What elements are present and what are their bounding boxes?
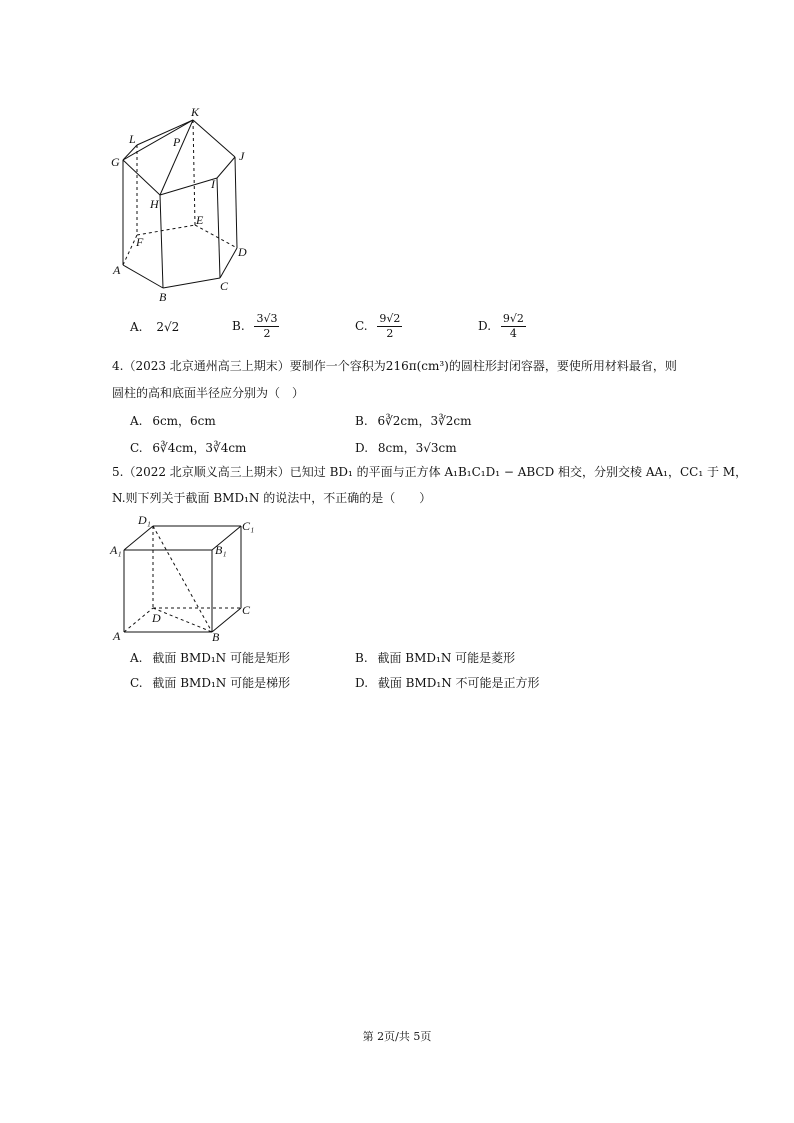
edge-A1D1 bbox=[124, 526, 153, 550]
q4-stem-line1: 4.（2023 北京通州高三上期末）要制作一个容积为216π(cm³)的圆柱形封闭容器，要使所用材料最省，则 bbox=[112, 359, 677, 373]
q3-option-d-fraction: $\frac{9√2}{4}$ bbox=[502, 312, 524, 340]
label-I: I bbox=[211, 177, 215, 191]
label-A: A bbox=[113, 629, 121, 643]
edge-JK bbox=[193, 120, 235, 157]
label-D: D bbox=[152, 611, 161, 625]
edge-CB bbox=[212, 608, 241, 632]
q5-stem-line2: N.则下列关于截面 BMD₁N 的说法中，不正确的是（ ） bbox=[112, 491, 432, 505]
q5-option-c[interactable]: C. 截面 BMD₁N 可能是梯形 bbox=[130, 676, 291, 690]
edge-KE-hidden bbox=[193, 120, 195, 225]
cube-figure bbox=[108, 512, 258, 644]
label-B: B bbox=[212, 630, 220, 644]
edge-HB bbox=[160, 195, 163, 288]
label-D: D bbox=[238, 245, 247, 259]
q3-option-b[interactable]: B. $\frac{3√3}{2}$ bbox=[232, 312, 278, 340]
label-F: F bbox=[136, 235, 144, 249]
label-A: A bbox=[113, 263, 121, 277]
q3-option-b-fraction: $\frac{3√3}{2}$ bbox=[256, 312, 278, 340]
q3-option-d[interactable]: D. $\frac{9√2}{4}$ bbox=[478, 312, 524, 340]
edge-KL bbox=[137, 120, 193, 145]
q4-option-c[interactable]: C. 6∛4cm，3∛4cm bbox=[130, 441, 247, 455]
q5-stem-line1: 5.（2022 北京顺义高三上期末）已知过 BD₁ 的平面与正方体 A₁B₁C₁D₁ − ABCD 相交，分别交棱 AA₁，CC₁ 于 M， bbox=[112, 465, 748, 479]
label-J: J bbox=[239, 149, 245, 163]
label-K: K bbox=[191, 105, 200, 119]
label-B: B bbox=[159, 290, 167, 304]
label-C1: C₁ bbox=[242, 519, 255, 533]
q4-option-d[interactable]: D. 8cm，3√3cm bbox=[355, 441, 457, 455]
q3-option-c-fraction: $\frac{9√2}{2}$ bbox=[379, 312, 401, 340]
label-H: H bbox=[150, 197, 159, 211]
edge-ED-hidden bbox=[195, 225, 237, 248]
edge-JD bbox=[235, 157, 237, 248]
label-C: C bbox=[220, 279, 229, 293]
q3-option-c[interactable]: C. $\frac{9√2}{2}$ bbox=[355, 312, 401, 340]
q5-option-d[interactable]: D. 截面 BMD₁N 不可能是正方形 bbox=[355, 676, 540, 690]
q4-stem-line2: 圆柱的高和底面半径应分别为（ ） bbox=[112, 386, 305, 400]
edge-AF-hidden bbox=[123, 235, 137, 265]
q3-option-a-value: 2√2 bbox=[156, 320, 180, 334]
q5-option-b[interactable]: B. 截面 BMD₁N 可能是菱形 bbox=[355, 651, 516, 665]
q4-option-a[interactable]: A. 6cm，6cm bbox=[130, 414, 216, 428]
edge-FE-hidden bbox=[137, 225, 195, 235]
edge-AB bbox=[123, 265, 163, 288]
label-B1: B₁ bbox=[215, 543, 227, 557]
edge-CD bbox=[220, 248, 237, 278]
label-D1: D₁ bbox=[138, 513, 151, 527]
edge-LG bbox=[123, 145, 137, 160]
edge-HK bbox=[160, 120, 193, 195]
edge-IC bbox=[217, 178, 220, 278]
page-footer: 第 2页/共 5页 bbox=[362, 1030, 432, 1043]
edge-IJ bbox=[217, 157, 235, 178]
q3-option-a[interactable]: A. 2√2 bbox=[130, 320, 180, 334]
edge-AD-hidden bbox=[124, 608, 153, 632]
label-G: G bbox=[111, 155, 120, 169]
hexagonal-prism-figure bbox=[105, 100, 265, 310]
diagonal-D1B-hidden bbox=[153, 526, 212, 632]
label-P: P bbox=[173, 135, 181, 149]
q4-option-b[interactable]: B. 6∛2cm，3∛2cm bbox=[355, 414, 472, 428]
q5-option-a[interactable]: A. 截面 BMD₁N 可能是矩形 bbox=[130, 651, 290, 665]
diagonal-DB-hidden bbox=[153, 608, 212, 632]
label-A1: A₁ bbox=[110, 543, 122, 557]
edge-BC bbox=[163, 278, 220, 288]
label-E: E bbox=[196, 213, 204, 227]
edge-GH bbox=[123, 160, 160, 195]
edge-HI bbox=[160, 178, 217, 195]
label-L: L bbox=[129, 132, 136, 146]
label-C: C bbox=[242, 603, 251, 617]
